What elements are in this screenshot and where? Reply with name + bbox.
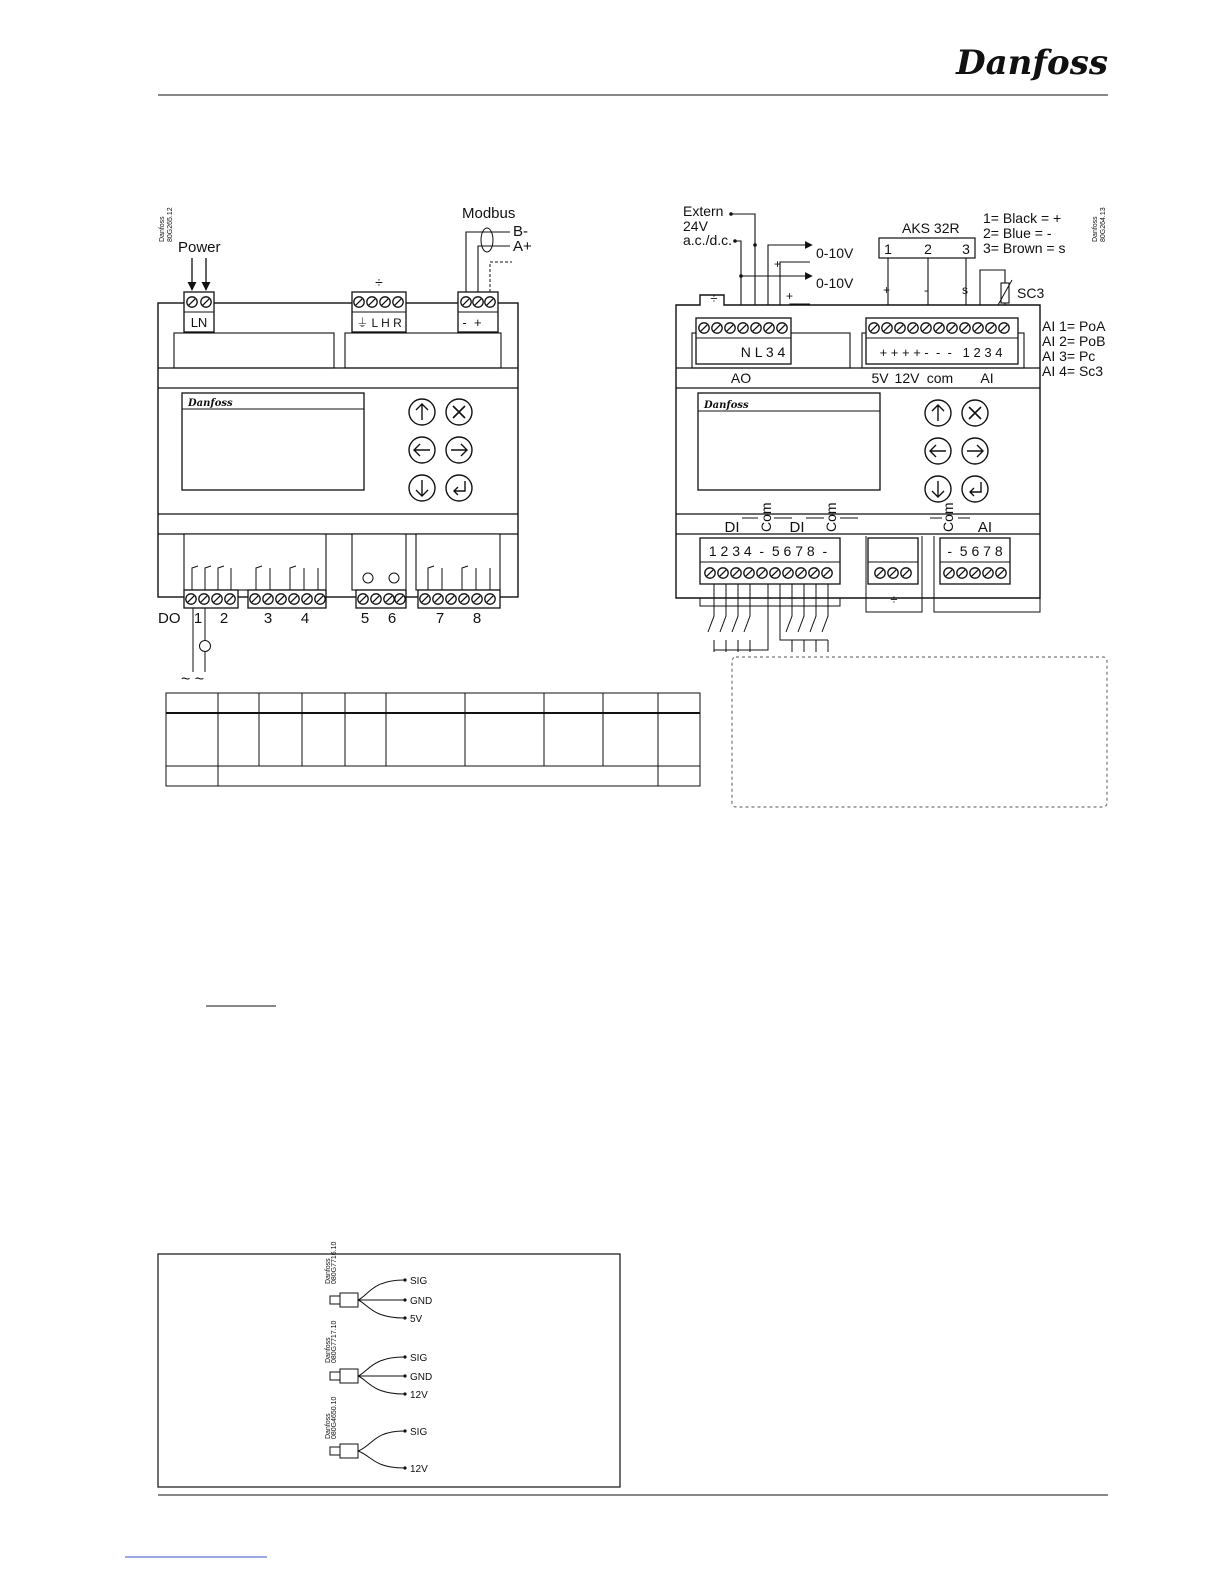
modbus-label: Modbus xyxy=(462,205,516,222)
wire-mark-s: s xyxy=(962,283,968,297)
drawing-code-right-2: 80G264.13 xyxy=(1100,207,1107,242)
do-number-3: 3 xyxy=(263,610,273,627)
com-label-1: Com xyxy=(758,502,774,532)
enter-button[interactable] xyxy=(446,475,472,501)
do-number-5: 5 xyxy=(360,610,370,627)
sensor-2-pin-gnd: GND xyxy=(410,1372,433,1383)
sensor-2-pin-sig: SIG xyxy=(410,1353,428,1364)
ai-legend-2: AI 2= PoB xyxy=(1042,333,1106,349)
ai-legend-1: AI 1= PoA xyxy=(1042,318,1106,334)
sensor-1-pin-5v: 5V xyxy=(410,1314,423,1325)
ai-label: AI xyxy=(980,370,994,386)
sensor-pin-1: 1 xyxy=(884,241,892,257)
do-number-4: 4 xyxy=(300,610,310,627)
power-terminal-labels: LN xyxy=(190,315,208,330)
modbus-a-label: A+ xyxy=(513,238,532,255)
supply-com-label: com xyxy=(926,370,954,386)
di-terminal-labels: 1 2 3 4 - 5 6 7 8 - xyxy=(708,543,828,559)
extern-voltage: 24V xyxy=(683,218,708,234)
sensor-1-code-b: 080G7716.10 xyxy=(331,1241,338,1284)
left-button[interactable] xyxy=(409,437,435,463)
extern-label: Extern xyxy=(683,203,724,219)
left-diagram xyxy=(158,205,532,688)
ao-terminal-labels: N L 3 4 xyxy=(740,344,786,360)
plus-sign-2: + xyxy=(786,289,794,303)
do-number-6: 6 xyxy=(387,610,397,627)
sc3-label: SC3 xyxy=(1017,285,1045,301)
wire-legend-3: 3= Brown = s xyxy=(983,240,1066,256)
com-label-3: Com xyxy=(940,502,956,532)
wire-legend-1: 1= Black = + xyxy=(983,210,1062,226)
sensor-3-pin-12v: 12V xyxy=(410,1464,428,1475)
header xyxy=(158,43,1108,95)
cancel-button[interactable] xyxy=(446,399,472,425)
do-number-7: 7 xyxy=(435,610,445,627)
wire-legend-2: 2= Blue = - xyxy=(983,225,1052,241)
ai-terminal-labels-2: - 5 6 7 8 xyxy=(947,543,1003,559)
di-label-1: DI xyxy=(724,519,740,536)
wire-mark-minus: - xyxy=(924,283,928,297)
drawing-code-left-1: Danfoss xyxy=(159,216,166,242)
ac-symbol: ~ ~ xyxy=(181,671,205,688)
sensor-wiring-box xyxy=(158,1241,620,1487)
power-label: Power xyxy=(178,239,221,256)
sensor-3-pin-sig: SIG xyxy=(410,1427,428,1438)
ai-terminal-labels: + + + + - - - 1 2 3 4 xyxy=(879,345,1003,360)
di-label-2: DI xyxy=(789,519,805,536)
brand-logo: Danfoss xyxy=(956,43,1108,83)
do-number-1: 1 xyxy=(193,610,203,627)
ai-legend-3: AI 3= Pc xyxy=(1042,348,1096,364)
sensor-2-code-a: Danfoss xyxy=(325,1337,332,1363)
supply-12v-label: 12V xyxy=(894,370,920,386)
modbus-terminal-labels: - + xyxy=(462,315,482,330)
drawing-code-left-2: 80G265.12 xyxy=(167,207,174,242)
ao-output-1: 0-10V xyxy=(816,245,854,261)
down-button[interactable] xyxy=(409,475,435,501)
ai-label-bottom: AI xyxy=(977,519,993,536)
ai-legend-4: AI 4= Sc3 xyxy=(1042,363,1104,379)
sensor-1-pin-sig: SIG xyxy=(410,1276,428,1287)
up-button[interactable] xyxy=(409,399,435,425)
drawing-code-right-1: Danfoss xyxy=(1092,216,1099,242)
ground-symbol-bottom: ÷ xyxy=(890,592,898,607)
modbus-b-label: B- xyxy=(513,223,528,240)
sensor-2-pin-12v: 12V xyxy=(410,1390,428,1401)
left-panel-logo: Danfoss xyxy=(188,398,233,409)
do-label: DO xyxy=(158,610,181,627)
extern-type: a.c./d.c. xyxy=(683,232,733,248)
empty-table xyxy=(166,693,700,786)
enter-button[interactable] xyxy=(962,476,988,502)
right-button[interactable] xyxy=(962,438,988,464)
ao-output-2: 0-10V xyxy=(816,275,854,291)
sensor-pin-3: 3 xyxy=(962,241,970,257)
plus-sign-1: + xyxy=(774,257,782,271)
supply-5v-label: 5V xyxy=(871,370,889,386)
sensor-1-pin-gnd: GND xyxy=(410,1296,433,1307)
sensor-model: AKS 32R xyxy=(902,220,960,236)
do-number-8: 8 xyxy=(472,610,482,627)
sensor-3-code-b: 080G4650.10 xyxy=(331,1396,338,1439)
left-button[interactable] xyxy=(925,438,951,464)
wire-mark-plus: + xyxy=(883,283,891,297)
up-button[interactable] xyxy=(925,400,951,426)
com-label-2: Com xyxy=(823,502,839,532)
ground-symbol-right: ÷ xyxy=(710,291,718,306)
down-button[interactable] xyxy=(925,476,951,502)
ao-label: AO xyxy=(730,370,752,386)
cancel-button[interactable] xyxy=(962,400,988,426)
do-number-2: 2 xyxy=(219,610,229,627)
sensor-pin-2: 2 xyxy=(924,241,932,257)
sensor-2-code-b: 080G7717.10 xyxy=(331,1320,338,1363)
dashed-note-box xyxy=(732,657,1107,807)
lamp-icon xyxy=(200,641,211,652)
sensor-3-code-a: Danfoss xyxy=(325,1413,332,1439)
ground-terminal-labels: ⏚ L H R xyxy=(356,316,402,330)
right-diagram xyxy=(676,203,1107,652)
sensor-1-code-a: Danfoss xyxy=(325,1258,332,1284)
ground-symbol-left: ÷ xyxy=(375,274,383,290)
right-button[interactable] xyxy=(446,437,472,463)
right-panel-logo: Danfoss xyxy=(704,400,749,411)
